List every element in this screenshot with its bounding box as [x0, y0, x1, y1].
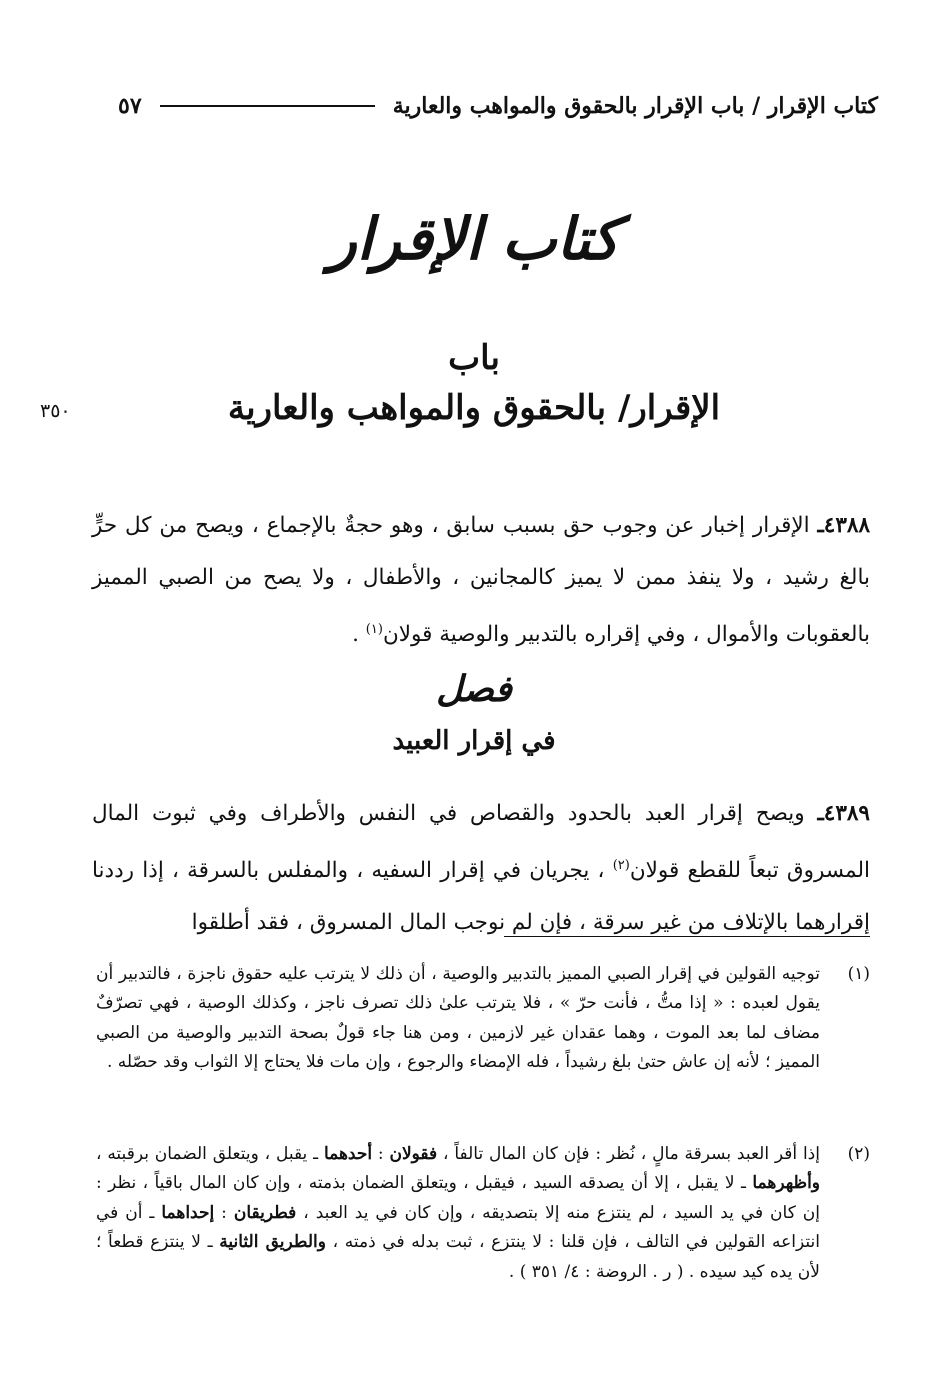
fn-text-part: ـ يقبل ، ويتعلق الضمان برقبته ، [96, 1144, 324, 1164]
chapter-label: باب [448, 338, 500, 378]
fn-text-part: : [372, 1144, 390, 1164]
fn-bold-term: فطريقان [233, 1202, 297, 1223]
chapter-title: الإقرار/ بالحقوق والمواهب والعارية [227, 388, 721, 428]
footnote-number: (١) [847, 964, 870, 984]
paragraph-number: ٤٣٨٩ـ [817, 801, 870, 826]
fn-bold-term: والطريق الثانية [219, 1232, 326, 1253]
fn-text-part: ـ لا ينتزع قطعاً ؛ لأن يده كيد سيده . ( ر . الروضة : ٤/ ٣٥١ ) . [96, 1232, 820, 1282]
fn-text-part: إذا أقر العبد بسرقة مالٍ ، نُظر : فإن كان المال تالفاً ، [437, 1144, 820, 1164]
header-rule [160, 105, 375, 107]
running-header [118, 86, 878, 126]
section-heading: فصل [436, 668, 512, 710]
footnote-1 [96, 960, 870, 1078]
footnote-rule [504, 936, 870, 937]
margin-reference: ٣٥٠ [40, 400, 71, 422]
page-number: ٥٧ [118, 93, 142, 119]
fn-text-part: ـ لا يقبل ، إلا أن يصدقه السيد ، فيقبل ، ويتعلق الضمان بذمته ، وإن كان المال باقياً ، نظر : إن كان في يد السيد ، لم ينتزع منه إلا بتصديقه ، وإن كان في يد العبد ، [96, 1173, 820, 1223]
paragraph-text-cont: ، يجريان في إقرار السفيه ، والمفلس بالسرقة ، إذا رددنا إقرارهما بالإتلاف من غير سرقة ، فإن لم نوجب المال المسروق ، فقد أطلقوا [92, 858, 870, 936]
paragraph-4389 [92, 788, 870, 949]
fn-bold-term: وأظهرهما [752, 1173, 820, 1194]
running-title: كتاب الإقرار / باب الإقرار بالحقوق والمواهب والعارية [392, 93, 878, 119]
fn-bold-term: إحداهما [161, 1202, 215, 1223]
book-title: كتاب الإقرار [328, 205, 620, 273]
paragraph-text: ويصح إقرار العبد بالحدود والقصاص في النفس والأطراف وفي ثبوت المال المسروق تبعاً للقطع قولان [92, 801, 870, 884]
paragraph-end: . [352, 622, 366, 648]
footnote-number: (٢) [847, 1144, 870, 1164]
footnote-ref[interactable]: (١) [365, 622, 383, 637]
fn-bold-term: أحدهما [323, 1144, 373, 1164]
paragraph-4388 [92, 500, 870, 661]
footnote-text [96, 1140, 820, 1287]
footnote-text: توجيه القولين في إقرار الصبي المميز بالتدبير والوصية ، أن ذلك لا يترتب عليه حقوق ناجزة ، فالتدبير أن يقول لعبده : « إذا متُّ ، فأنت حرّ » ، فلا يترتب علىٰ ذلك تصرف ناجز ، وكذلك الوصية ، فهي تصرّفٌ مضاف لما بعد الموت ، وهما عقدان غير لازمين ، ومن هنا جاء قولٌ بصحة التدبير والوصية من الصبي المميز ؛ لأنه إن عاش حتىٰ بلغ رشيداً ، فله الإمضاء والرجوع ، وإن مات فلا يحتاج إلا الثواب وقد حصّله . [96, 964, 820, 1073]
fn-text-part: : [214, 1202, 234, 1223]
paragraph-text: الإقرار إخبار عن وجوب حق بسبب سابق ، وهو حجةٌ بالإجماع ، ويصح من كل حرٍّ بالغ رشيد ، ولا ينفذ ممن لا يميز كالمجانين ، والأطفال ، ولا يصح من الصبي المميز بالعقوبات والأموال ، وفي إقراره بالتدبير والوصية قولان [92, 513, 870, 648]
footnote-2 [96, 1140, 870, 1287]
section-subheading: في إقرار العبيد [392, 726, 556, 756]
fn-text-part: ـ أن في انتزاعه القولين في التالف ، فإن قلنا : لا ينتزع ، ثبت بدله في ذمته ، [96, 1202, 820, 1253]
fn-bold-term: فقولان [389, 1144, 438, 1164]
footnote-ref[interactable]: (٢) [612, 858, 630, 873]
paragraph-number: ٤٣٨٨ـ [817, 513, 870, 538]
